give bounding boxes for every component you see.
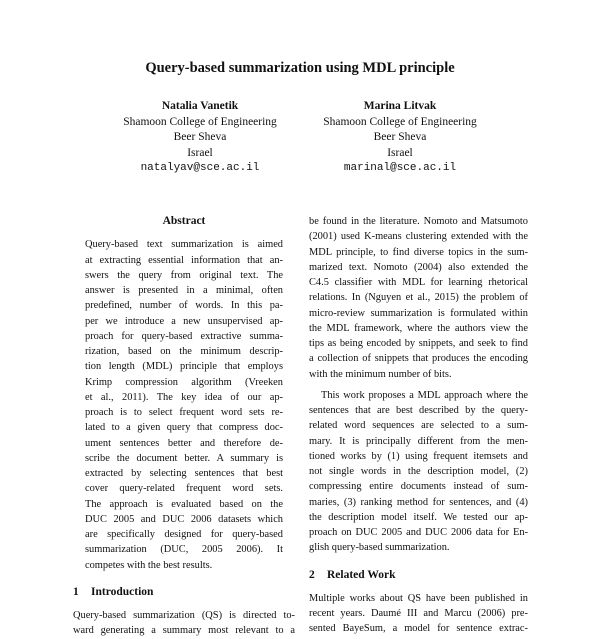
abstract-line: Query-based text summarization is aimed	[85, 239, 283, 251]
body-line: Multiple works about QS have been published in	[309, 592, 528, 604]
author-email: natalyav@sce.ac.il	[140, 162, 260, 174]
body-line: mary. It is principally different from the men-	[309, 435, 528, 447]
abstract-line: et al., 2011). The key idea of our ap-	[85, 391, 283, 403]
abstract-line: competes with the best results.	[85, 559, 213, 571]
section-number: 1	[73, 585, 79, 598]
body-line: micro-review summarization is formulated within	[309, 307, 528, 319]
section-heading-introduction	[73, 585, 295, 600]
body-line: marized text. Nomoto (2004) also extended the	[309, 261, 528, 273]
body-line: be found in the literature. Nomoto and Matsumoto	[309, 216, 528, 227]
abstract-line: rization, based on the minimum descrip-	[85, 346, 283, 357]
abstract-line: tion length (MDL) principle that employs	[85, 361, 283, 373]
body-line: related word sequences are selected to a sum-	[309, 420, 528, 432]
body-line: not single words in the description model, (2)	[309, 466, 528, 477]
abstract-body	[85, 237, 283, 573]
introduction-paragraph	[73, 608, 295, 639]
author-name: Marina Litvak	[363, 100, 437, 112]
body-line: proach on DUC 2005 and DUC 2006 data for En-	[309, 527, 528, 538]
abstract-heading: Abstract	[162, 215, 206, 227]
paper-title: Query-based summarization using MDL principle	[145, 60, 455, 76]
author-name: Natalia Vanetik	[161, 100, 239, 112]
abstract-line: answer is presented in a minimal, often	[85, 285, 283, 296]
author-city: Beer Sheva	[173, 131, 227, 143]
body-line: sentences that are best described by the query-	[309, 405, 528, 416]
body-line: tioned works by (1) using frequent itemsets and	[309, 450, 528, 462]
abstract-line: lated to a given query that compress doc-	[85, 422, 283, 434]
body-line: tips as being encoded by snippets, and seek to find	[309, 338, 528, 349]
abstract-line: ument sentences better and therefore de-	[85, 437, 283, 449]
author-city: Beer Sheva	[373, 131, 427, 143]
body-line: glish query-based summarization.	[309, 542, 450, 554]
body-line: the description model itself. We tested our ap-	[309, 511, 528, 523]
body-line: C4.5 classifier with MDL for learning rhetorical	[309, 277, 528, 288]
author-country: Israel	[187, 146, 213, 159]
section-number: 2	[309, 568, 315, 581]
body-line: Query-based summarization (QS) is directed to-	[73, 610, 295, 621]
author-block-2	[290, 99, 510, 177]
body-line: MDL principle, to find diverse topics in the sum-	[309, 246, 528, 258]
body-line: with the minimum number of bits.	[309, 368, 452, 380]
body-line: relations. In (Nguyen et al., 2015) the problem of	[309, 292, 528, 304]
abstract-line: extracted by selecting sentences that best	[85, 468, 283, 479]
section-title: Related Work	[327, 568, 396, 581]
body-line: maries, (3) ranking method for sentences, and (4)	[309, 496, 528, 508]
abstract-line: scribe the document better. A summary is	[85, 452, 283, 464]
body-line: sented BayeSum, a model for sentence extrac-	[309, 623, 528, 635]
body-line: the MDL framework, where the authors view the	[309, 322, 528, 334]
abstract-line: The approach is evaluated based on the	[85, 498, 283, 510]
abstract-line: at extracting essential information that an-	[85, 254, 283, 266]
abstract-line: cover query-related frequent word sets.	[85, 483, 283, 495]
section-title: Introduction	[91, 585, 154, 598]
abstract-line: swers the query from original text. The	[85, 269, 283, 281]
abstract-line: per we introduce a new unsupervised ap-	[85, 315, 283, 327]
author-email: marinal@sce.ac.il	[343, 162, 457, 174]
abstract-line: DUC 2005 and DUC 2006 datasets which	[85, 513, 283, 525]
right-column	[309, 214, 528, 637]
contribution-paragraph	[309, 388, 528, 556]
left-column	[73, 214, 295, 639]
section-heading-related-work	[309, 568, 528, 583]
body-line: a collection of snippets that produces the encoding	[309, 353, 528, 365]
body-line: recent years. Daumé III and Marcu (2006) pre-	[309, 608, 528, 619]
author-affiliation: Shamoon College of Engineering	[323, 115, 477, 128]
body-line: (2001) used K-means clustering extended with the	[309, 231, 528, 243]
body-line: ward generating a summary most relevant to a	[73, 625, 295, 637]
abstract-line: are specifically designed for query-based	[85, 529, 283, 540]
author-affiliation: Shamoon College of Engineering	[123, 115, 277, 128]
abstract-line: predefined, number of words. In this pa-	[85, 300, 283, 312]
abstract-line: summarization (DUC, 2005 2006). It	[85, 544, 283, 556]
abstract-line: proach for query-based extractive summa-	[85, 330, 283, 342]
abstract-line: Krimp compression algorithm (Vreeken	[85, 376, 283, 388]
related-work-paragraph	[309, 591, 528, 637]
abstract-line: proach is to select frequent word sets re-	[85, 407, 283, 418]
author-country: Israel	[387, 146, 413, 159]
body-line: compressing entire documents instead of sum-	[309, 481, 528, 493]
related-literature-paragraph	[309, 214, 528, 382]
body-line: This work proposes a MDL approach where the	[321, 389, 528, 401]
author-block-1	[90, 99, 310, 177]
